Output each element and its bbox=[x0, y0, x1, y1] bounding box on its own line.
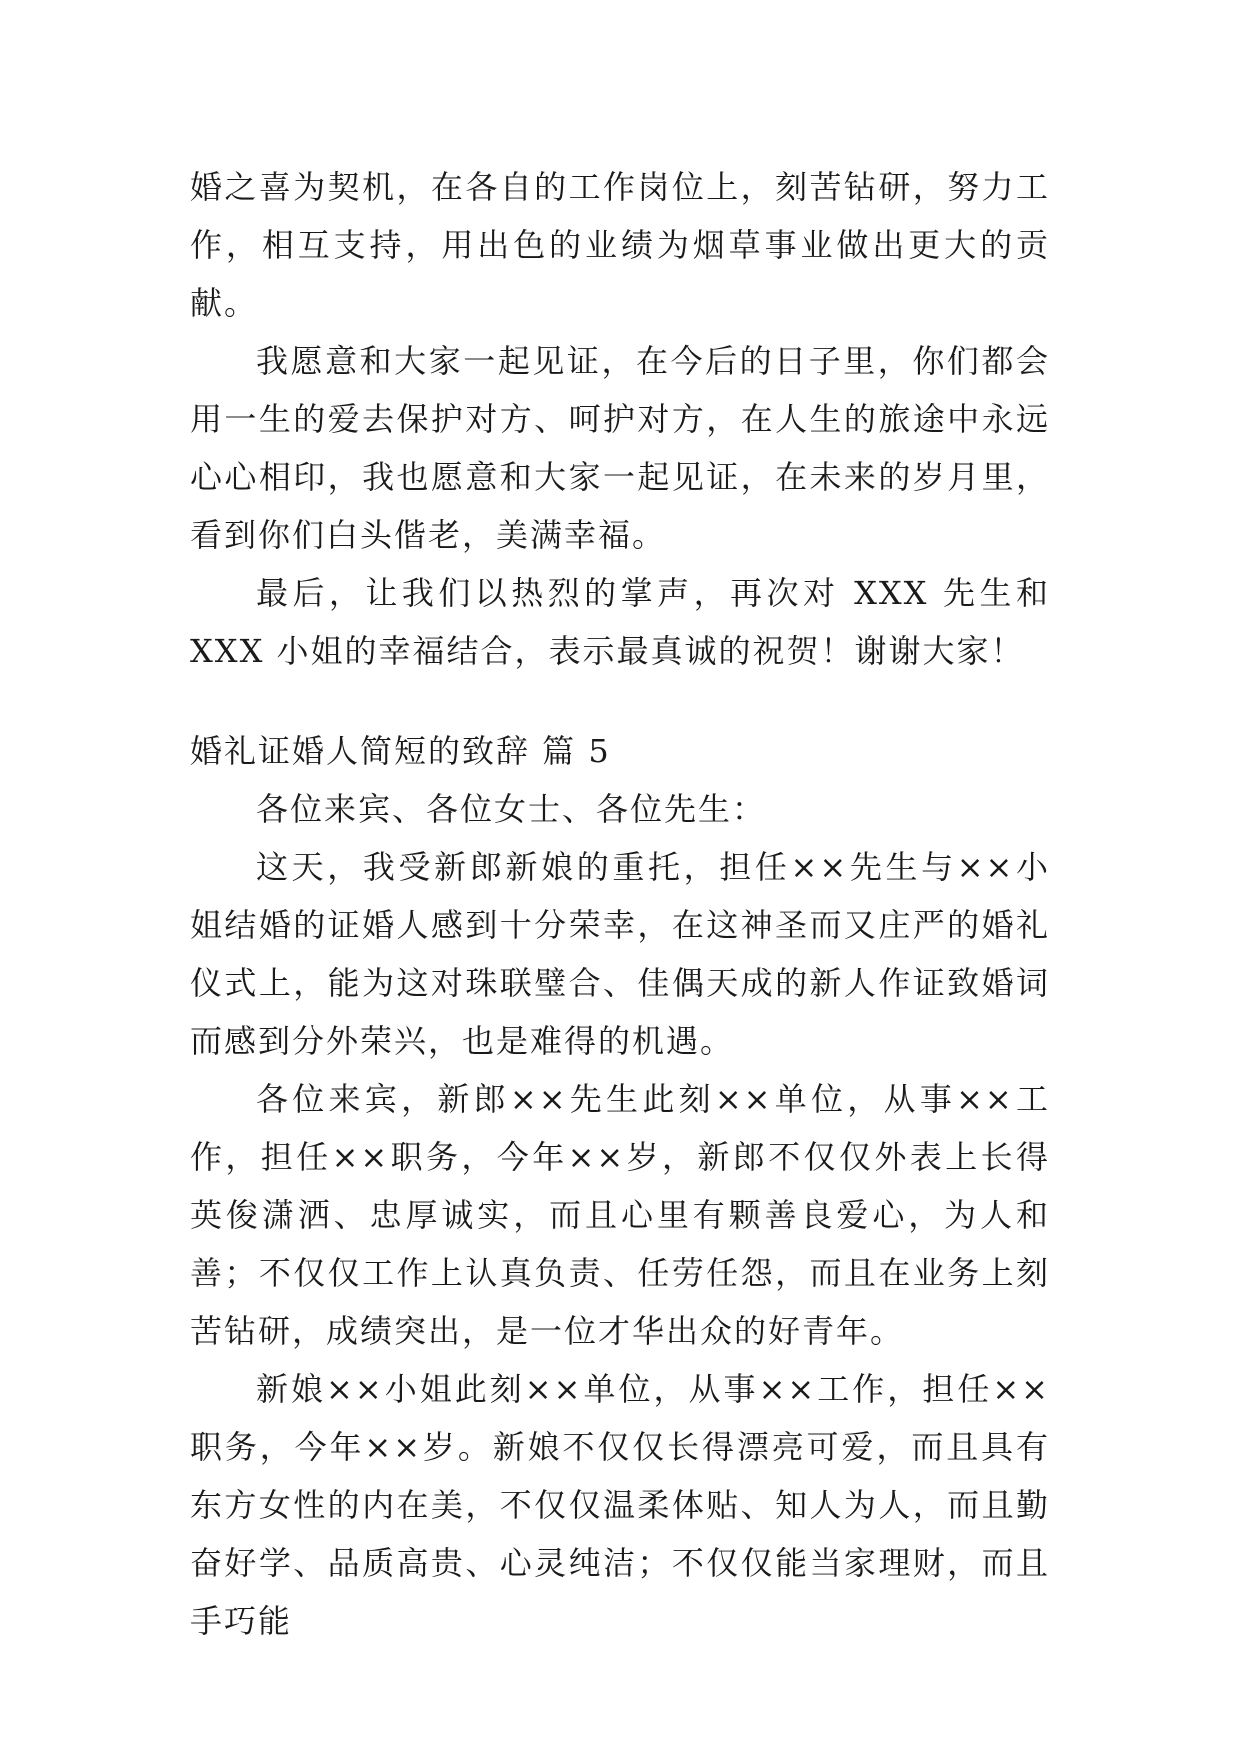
paragraph-greeting: 各位来宾、各位女士、各位先生： bbox=[256, 790, 767, 828]
paragraph-continuation: 婚之喜为契机，在各自的工作岗位上，刻苦钻研，努力工作，相互支持，用出色的业绩为烟草事业做出更大的贡献。 bbox=[190, 168, 1050, 322]
paragraph-groom: 各位来宾，新郎××先生此刻××单位，从事××工作，担任××职务，今年××岁，新郎不仅仅外表上长得英俊潇洒、忠厚诚实，而且心里有颗善良爱心，为人和善；不仅仅工作上认真负责、任劳任怨，而且在业务上刻苦钻研，成绩突出，是一位才华出众的好青年。 bbox=[190, 1080, 1050, 1350]
paragraph-closing: 最后，让我们以热烈的掌声，再次对 XXX 先生和 XXX 小姐的幸福结合，表示最真诚的祝贺！谢谢大家！ bbox=[190, 574, 1050, 670]
paragraph-bride: 新娘××小姐此刻××单位，从事××工作，担任××职务，今年××岁。新娘不仅仅长得漂亮可爱，而且具有东方女性的内在美，不仅仅温柔体贴、知人为人，而且勤奋好学、品质高贵、心灵纯洁；不仅仅能当家理财，而且手巧能 bbox=[190, 1370, 1050, 1640]
document-body bbox=[190, 158, 1050, 1650]
paragraph-witness: 我愿意和大家一起见证，在今后的日子里，你们都会用一生的爱去保护对方、呵护对方，在人生的旅途中永远心心相印，我也愿意和大家一起见证，在未来的岁月里，看到你们白头偕老，美满幸福。 bbox=[190, 342, 1050, 554]
section-heading: 婚礼证婚人简短的致辞 篇 5 bbox=[190, 732, 611, 770]
paragraph-intro: 这天，我受新郎新娘的重托，担任××先生与××小姐结婚的证婚人感到十分荣幸，在这神圣而又庄严的婚礼仪式上，能为这对珠联璧合、佳偶天成的新人作证致婚词而感到分外荣兴，也是难得的机遇。 bbox=[190, 848, 1050, 1060]
